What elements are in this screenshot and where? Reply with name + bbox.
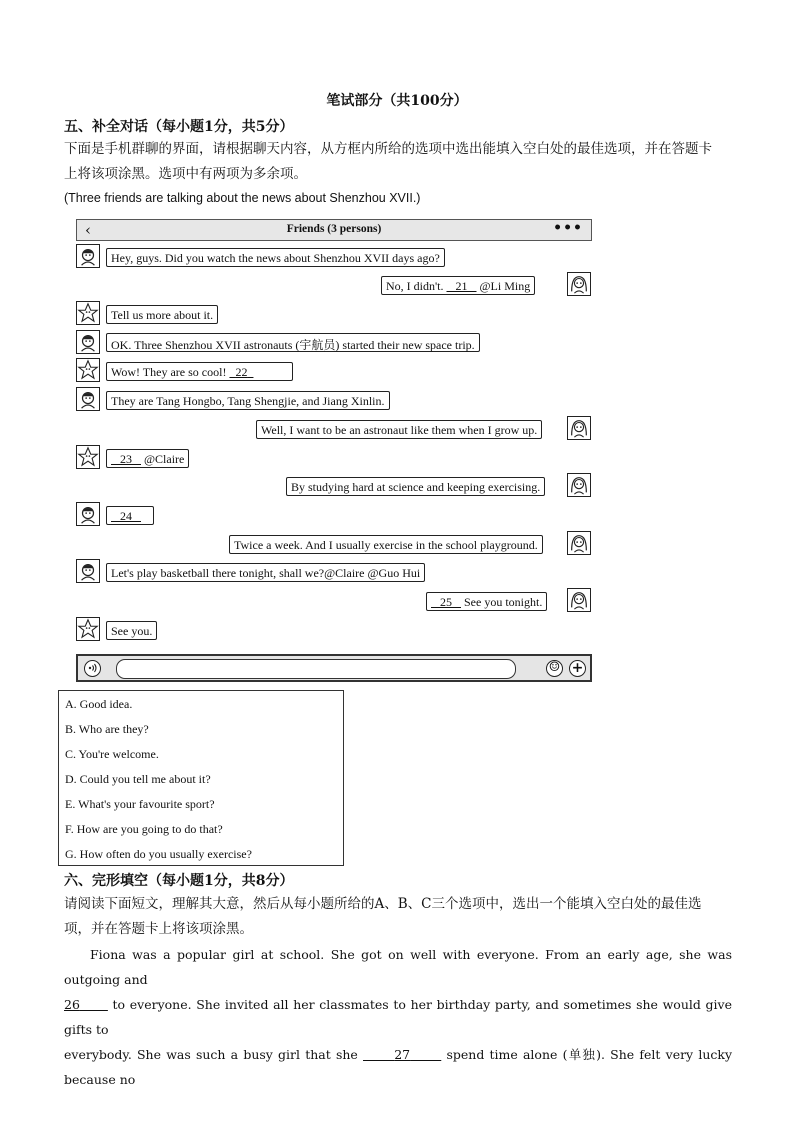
chat-message: Well, I want to be an astronaut like them when I grow up.	[256, 420, 542, 439]
chat-message: By studying hard at science and keeping exercising.	[286, 477, 545, 496]
blank-27[interactable]	[363, 1047, 441, 1062]
blank-23[interactable]	[111, 452, 141, 466]
avatar-girl	[567, 588, 591, 612]
avatar-girl	[567, 531, 591, 555]
message-post: @Claire	[141, 452, 185, 466]
message-post: See you tonight.	[461, 595, 543, 609]
section6-heading: 六、完形填空（每小题1分，共8分）	[64, 873, 294, 889]
chat-message: See you.	[106, 621, 157, 640]
option-e: E. What's your favourite sport?	[65, 797, 215, 811]
message-input[interactable]	[116, 659, 516, 679]
chat-message	[106, 449, 189, 468]
passage-text: everybody. She was such a busy girl that she	[64, 1047, 364, 1062]
chat-message	[381, 276, 535, 295]
passage-text: to everyone. She invited all her classmates to her birthday party, and sometimes she would give gifts to	[64, 997, 732, 1037]
avatar-boy	[76, 559, 100, 583]
passage-line	[64, 1042, 732, 1092]
chat-message: OK. Three Shenzhou XVII astronauts (宇航员) started their new space trip.	[106, 333, 480, 352]
voice-icon[interactable]	[84, 660, 101, 677]
option-d: D. Could you tell me about it?	[65, 772, 211, 786]
avatar-star	[76, 445, 100, 469]
option-a: A. Good idea.	[65, 697, 133, 711]
avatar-girl	[567, 473, 591, 497]
emoji-icon[interactable]: ☺	[546, 660, 563, 677]
passage-line: Fiona was a popular girl at school. She got on well with everyone. From an early age, she was outgoing and	[64, 947, 732, 987]
options-box	[58, 690, 344, 866]
passage-line	[64, 992, 732, 1042]
blank-number: 23	[120, 452, 132, 466]
avatar-star	[76, 617, 100, 641]
option-c: C. You're welcome.	[65, 747, 159, 761]
avatar-boy	[76, 244, 100, 268]
message-post: @Li Ming	[476, 279, 531, 293]
plus-icon[interactable]: +	[569, 660, 586, 677]
avatar-star	[76, 358, 100, 382]
blank-22[interactable]	[229, 365, 253, 379]
blank-21[interactable]	[447, 279, 477, 293]
chat-header	[76, 219, 592, 241]
chat-message: Tell us more about it.	[106, 305, 218, 324]
chat-message	[426, 592, 547, 611]
option-g: G. How often do you usually exercise?	[65, 847, 252, 861]
section6-instruction-line2: 项，并在答题卡上将该项涂黑。	[64, 921, 253, 937]
blank-number: 21	[455, 279, 468, 293]
back-arrow-icon[interactable]: ‹	[85, 221, 91, 239]
avatar-boy	[76, 387, 100, 411]
chat-message: Hey, guys. Did you watch the news about Shenzhou XVII days ago?	[106, 248, 445, 267]
blank-number: 22	[235, 365, 248, 379]
chat-message: They are Tang Hongbo, Tang Shengjie, and Jiang Xinlin.	[106, 391, 390, 410]
cloze-passage	[64, 942, 732, 1092]
blank-25[interactable]	[431, 595, 461, 609]
blank-24[interactable]	[111, 509, 141, 523]
avatar-star	[76, 301, 100, 325]
message-pre: Wow! They are so cool!	[111, 365, 230, 379]
dialogue-intro: (Three friends are talking about the news about Shenzhou XVII.)	[64, 191, 421, 205]
avatar-boy	[76, 502, 100, 526]
chat-message	[106, 506, 154, 525]
avatar-boy	[76, 330, 100, 354]
more-options-icon[interactable]: •••	[553, 220, 583, 236]
passage-text: spend time alone (单独). She felt very lucky because no	[64, 1047, 733, 1087]
option-b: B. Who are they?	[65, 722, 149, 736]
section5-instruction-line2: 上将该项涂黑。选项中有两项为多余项。	[64, 166, 307, 182]
section5-heading: 五、补全对话（每小题1分，共5分）	[64, 119, 294, 135]
blank-number: 25	[440, 595, 452, 609]
section5-instruction	[64, 137, 732, 187]
chat-message	[106, 362, 293, 381]
chat-message: Twice a week. And I usually exercise in the school playground.	[229, 535, 543, 554]
blank-number: 24	[120, 509, 132, 523]
blank-number: 27	[394, 1047, 411, 1062]
avatar-girl	[567, 416, 591, 440]
chat-input-bar	[76, 654, 592, 682]
blank-26[interactable]	[64, 997, 108, 1012]
avatar-girl	[567, 272, 591, 296]
section5-instruction-line1: 下面是手机群聊的界面，请根据聊天内容，从方框内所给的选项中选出能填入空白处的最佳选项，并在答题卡	[64, 141, 712, 157]
chat-message: Let's play basketball there tonight, shall we?@Claire @Guo Hui	[106, 563, 425, 582]
section6-instruction	[64, 892, 732, 942]
blank-number: 26	[64, 997, 80, 1012]
page-title: 笔试部分（共100分）	[326, 93, 468, 109]
message-pre: No, I didn't.	[386, 279, 447, 293]
option-f: F. How are you going to do that?	[65, 822, 223, 836]
section6-instruction-line1: 请阅读下面短文，理解其大意，然后从每小题所给的A、B、C三个选项中，选出一个能填入空白处的最佳选	[64, 896, 702, 912]
chat-title: Friends (3 persons)	[286, 223, 382, 235]
